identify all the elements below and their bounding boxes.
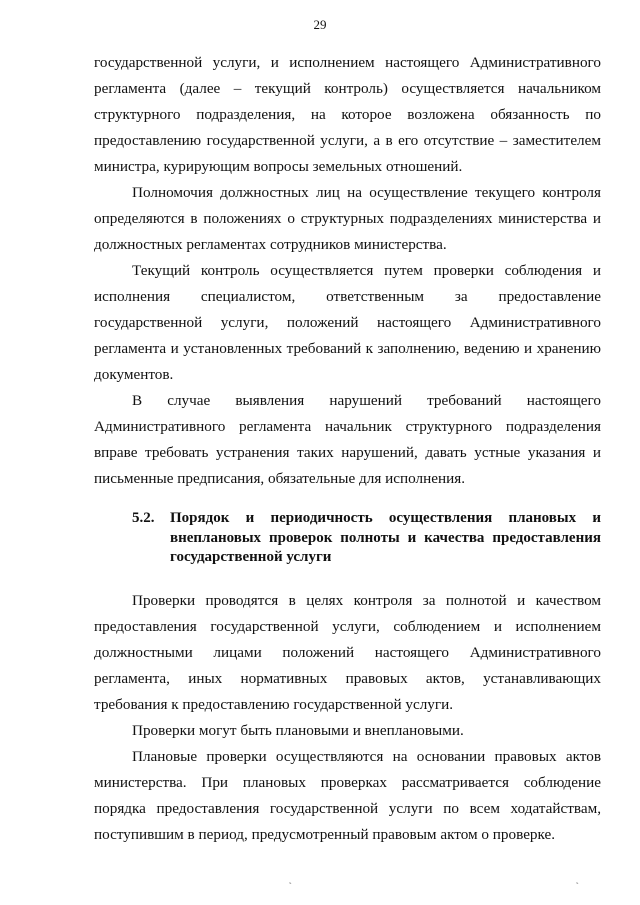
section-heading bbox=[94, 509, 601, 568]
paragraph: Полномочия должностных лиц на осуществление текущего контроля определяются в положениях о структурных подразделениях министерства и должностных регламентах сотрудников министерства. bbox=[94, 184, 601, 253]
section-number: 5.2. bbox=[132, 510, 155, 526]
scan-mark: ˛ bbox=[289, 874, 292, 884]
page-number: 29 bbox=[313, 17, 327, 32]
paragraph: государственной услуги, и исполнением настоящего Административного регламента (далее – текущий контроль) осуществляется начальником структурного подразделения, на которое возложена обязанность по предоставлению государственной услуги, а в его отсутствие – заместителем министра, курирующим вопросы земельных отношений. bbox=[94, 54, 601, 175]
paragraph: В случае выявления нарушений требований настоящего Административного регламента начальник структурного подразделения вправе требовать устранения таких нарушений, давать устные указания и письменные предписания, обязательные для исполнения. bbox=[94, 392, 601, 487]
paragraph: Проверки проводятся в целях контроля за полнотой и качеством предоставления государственной услуги, соблюдением и исполнением должностными лицами положений настоящего Административного регламента, иных нормативных правовых актов, устанавливающих требования к предоставлению государственной услуги. bbox=[94, 591, 601, 713]
section-title: Порядок и периодичность осуществления плановых и внеплановых проверок полноты и качества предоставления государственной услуги bbox=[170, 510, 601, 565]
paragraph: Текущий контроль осуществляется путем проверки соблюдения и исполнения специалистом, ответственным за предоставление государственной услуги, положений настоящего Административного регламента и установленных требований к заполнению, ведению и хранению документов. bbox=[94, 262, 601, 383]
paragraph: Проверки могут быть плановыми и внеплановыми. bbox=[132, 721, 464, 739]
paragraph: Плановые проверки осуществляются на основании правовых актов министерства. При плановых проверках рассматривается соблюдение порядка предоставления государственной услуги по всем ходатайствам, поступившим в период, предусмотренный правовым актом о проверке. bbox=[94, 747, 601, 843]
scan-mark: ˛ bbox=[576, 874, 579, 884]
document-body bbox=[94, 50, 601, 848]
